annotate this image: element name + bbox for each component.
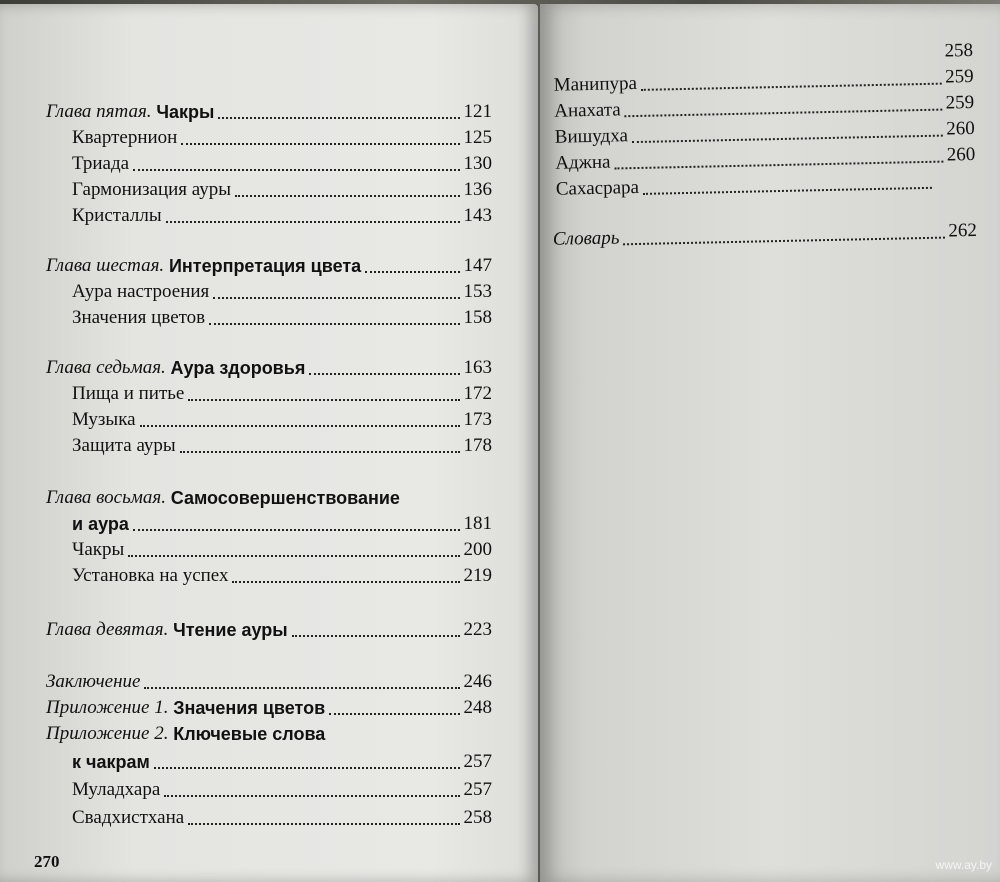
toc-entry [72, 126, 492, 150]
toc-title: Кристаллы [72, 205, 162, 226]
toc-title: Пища и питье [72, 383, 185, 404]
toc-page: 125 [463, 127, 492, 148]
toc-title: Триада [72, 153, 130, 174]
toc-prefix: Приложение 2. [46, 723, 169, 744]
dot-leader [625, 109, 942, 118]
toc-title: Ключевые слова [173, 724, 326, 744]
toc-entry [46, 254, 492, 278]
toc-prefix: Заключение [46, 671, 141, 692]
dot-leader [128, 555, 459, 557]
toc-entry [46, 486, 492, 510]
toc-entry [72, 538, 492, 562]
toc-title: Значения цветов [72, 307, 206, 328]
toc-title: Гармонизация ауры [72, 179, 232, 200]
toc-entry [72, 152, 492, 176]
dot-leader [835, 59, 940, 61]
toc-page: 260 [946, 143, 976, 166]
toc-title: к чакрам [72, 752, 150, 772]
dot-leader [133, 169, 459, 171]
dot-leader [623, 237, 944, 246]
toc-title: Квартернион [72, 127, 178, 148]
toc-prefix: Словарь [552, 227, 620, 250]
toc-page: 262 [948, 219, 978, 242]
toc-entry [831, 39, 973, 66]
toc-entry [72, 408, 492, 432]
dot-leader [154, 767, 460, 769]
toc-page: 130 [463, 153, 492, 174]
toc-entry [46, 618, 492, 642]
toc-title: Сахасрара [555, 176, 640, 200]
dot-leader [235, 195, 459, 197]
toc-page: 258 [463, 807, 492, 828]
right-toc [540, 0, 1000, 304]
toc-page: 200 [463, 539, 492, 560]
toc-title: Чакры [156, 102, 215, 122]
watermark: www.ay.by [935, 858, 992, 872]
toc-title: Вишудха [554, 125, 629, 148]
dot-leader [133, 529, 460, 531]
toc-title: Аджна [555, 151, 611, 174]
page-number: 270 [34, 852, 60, 871]
toc-entry [72, 204, 492, 228]
toc-page: 121 [463, 101, 492, 122]
toc-page: 181 [463, 513, 492, 534]
toc-page: 248 [463, 697, 492, 718]
toc-prefix: Глава восьмая. [46, 487, 166, 508]
dot-leader [641, 83, 941, 91]
toc-title: Защита ауры [72, 435, 176, 456]
toc-entry [46, 722, 492, 746]
toc-title: Музыка [72, 409, 136, 430]
toc-title: Значения цветов [173, 698, 326, 718]
toc-page: 219 [463, 565, 492, 586]
right-page [540, 4, 1000, 882]
toc-page: 136 [463, 179, 492, 200]
dot-leader [292, 635, 460, 637]
toc-entry [46, 696, 492, 720]
toc-title: и аура [72, 514, 129, 534]
toc-page: 259 [944, 65, 974, 88]
toc-title: Интерпретация цвета [168, 256, 362, 276]
toc-entry [72, 750, 492, 774]
toc-title: Манипура [553, 72, 638, 96]
toc-title: Аура здоровья [170, 358, 306, 378]
toc-page: 173 [463, 409, 492, 430]
toc-title: Установка на успех [72, 565, 229, 586]
toc-entry [72, 778, 492, 802]
toc-entry [72, 382, 492, 406]
toc-entry [72, 512, 492, 536]
toc-page: 258 [944, 39, 974, 62]
toc-entry [46, 100, 492, 124]
toc-entry [72, 306, 492, 330]
dot-leader [218, 117, 459, 119]
toc-entry [553, 219, 977, 252]
toc-entry [46, 356, 492, 380]
toc-title: Чтение ауры [173, 620, 288, 640]
toc-prefix: Глава пятая. [46, 101, 152, 122]
toc-title: Муладхара [72, 779, 161, 800]
toc-entry [72, 178, 492, 202]
toc-page: 163 [463, 357, 492, 378]
toc-prefix: Приложение 1. [46, 697, 169, 718]
dot-leader [209, 323, 459, 325]
dot-leader [309, 373, 459, 375]
dot-leader [164, 795, 459, 797]
dot-leader [140, 425, 460, 427]
left-page [0, 4, 538, 882]
toc-title: Анахата [554, 99, 621, 122]
dot-leader [643, 187, 932, 195]
toc-page: 257 [463, 779, 492, 800]
dot-leader [365, 271, 459, 273]
toc-page: 158 [463, 307, 492, 328]
dot-leader [181, 143, 459, 145]
dot-leader [180, 451, 460, 453]
dot-leader [213, 297, 459, 299]
toc-page: 259 [945, 91, 975, 114]
toc-page: 260 [945, 117, 975, 140]
toc-prefix: Глава шестая. [46, 255, 165, 276]
dot-leader [188, 823, 459, 825]
toc-prefix: Глава девятая. [46, 619, 169, 640]
dot-leader [329, 713, 459, 715]
toc-title: Аура настроения [72, 281, 210, 302]
toc-prefix: Глава седьмая. [46, 357, 166, 378]
toc-entry [46, 670, 492, 694]
toc-title: Чакры [72, 539, 125, 560]
dot-leader [615, 161, 943, 170]
dot-leader [232, 581, 459, 583]
toc-title: Самосовершенствование [170, 488, 400, 508]
toc-page: 172 [463, 383, 492, 404]
toc-title: Свадхистхана [72, 807, 185, 828]
toc-page: 257 [463, 751, 492, 772]
toc-entry [556, 170, 936, 202]
toc-page: 178 [463, 435, 492, 456]
toc-entry [72, 434, 492, 458]
dot-leader [144, 687, 459, 689]
dot-leader [188, 399, 459, 401]
toc-entry [72, 806, 492, 830]
dot-leader [166, 221, 460, 223]
toc-page: 153 [463, 281, 492, 302]
toc-entry [72, 280, 492, 304]
toc-page: 147 [463, 255, 492, 276]
toc-page: 246 [463, 671, 492, 692]
toc-page: 143 [463, 205, 492, 226]
toc-page: 223 [463, 619, 492, 640]
toc-entry [72, 564, 492, 588]
dot-leader [632, 135, 942, 143]
